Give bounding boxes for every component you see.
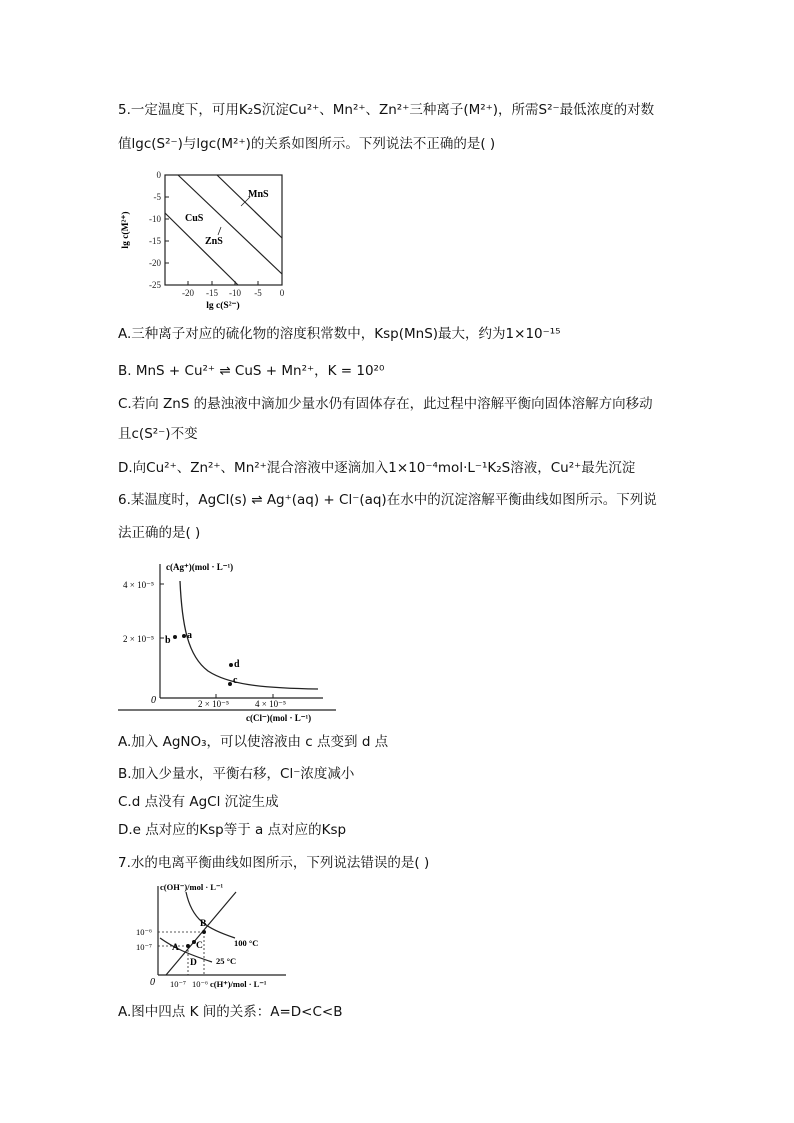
q5-option-a: A.三种离子对应的硫化物的溶度积常数中，Ksp(MnS)最大，约为1×10⁻¹⁵	[118, 326, 561, 342]
q7-label-d: D	[190, 958, 197, 968]
q5-ytick: -20	[149, 258, 161, 268]
q6-point-b	[173, 635, 177, 639]
q7-label-a: A	[172, 943, 179, 953]
q7-ytick-lo: 10⁻⁷	[136, 942, 152, 952]
mns-line	[217, 175, 282, 238]
q6-chart	[118, 556, 338, 726]
q6-label-c: c	[233, 675, 238, 686]
q6-label-b: b	[165, 635, 171, 646]
q6-ytick-mid: 2 × 10⁻⁵	[123, 634, 154, 644]
q5-xtick: -10	[229, 288, 241, 298]
q7-option-a: A.图中四点 K 间的关系：A=D<C<B	[118, 1004, 343, 1020]
q6-solubility-curve	[180, 581, 318, 689]
q6-label-d: d	[234, 659, 240, 670]
q5-stem-line1: 5.一定温度下，可用K₂S沉淀Cu²⁺、Mn²⁺、Zn²⁺三种离子(M²⁺)，所需S²⁻最低浓度的对数	[118, 102, 655, 118]
q5-option-c-line2: 且c(S²⁻)不变	[118, 426, 198, 442]
q7-origin: 0	[150, 977, 155, 988]
q6-option-a: A.加入 AgNO₃，可以使溶液由 c 点变到 d 点	[118, 734, 389, 750]
q6-point-c	[228, 682, 232, 686]
q6-ylabel: c(Ag⁺)(mol · L⁻¹)	[166, 562, 234, 572]
q7-point-a	[186, 944, 190, 948]
q7-xtick-hi: 10⁻⁶	[192, 979, 208, 989]
q6-xlabel: c(Cl⁻)(mol · L⁻¹)	[246, 713, 312, 723]
q7-label-25c: 25 °C	[216, 956, 237, 966]
q6-label-a: a	[187, 630, 192, 641]
q7-chart	[130, 880, 290, 995]
q5-ytick: -25	[149, 280, 161, 290]
q7-point-b	[202, 930, 206, 934]
q5-xtick: -20	[182, 288, 194, 298]
q7-ytick-hi: 10⁻⁶	[136, 927, 152, 937]
q5-ylabel: lg c(M²⁺)	[121, 211, 131, 249]
q7-ylabel: c(OH⁻)/mol · L⁻¹	[160, 882, 223, 892]
q6-xtick-right: 4 × 10⁻⁵	[255, 699, 286, 709]
q5-stem-line2: 值lgc(S²⁻)与lgc(M²⁺)的关系如图所示。下列说法不正确的是( )	[118, 136, 496, 152]
q6-xtick-mid: 2 × 10⁻⁵	[198, 699, 229, 709]
q5-ytick: -15	[149, 236, 161, 246]
q5-ytick: -10	[149, 214, 161, 224]
q5-ytick: -5	[153, 192, 161, 202]
q5-option-d: D.向Cu²⁺、Zn²⁺、Mn²⁺混合溶液中逐滴加入1×10⁻⁴mol·L⁻¹K₂S溶液，Cu²⁺最先沉淀	[118, 460, 636, 476]
q6-option-d: D.e 点对应的Ksp等于 a 点对应的Ksp	[118, 822, 347, 838]
q7-xlabel: c(H⁺)/mol · L⁻¹	[210, 979, 267, 989]
q7-label-c: C	[196, 941, 203, 951]
q6-origin: 0	[151, 695, 156, 706]
q5-xtick: 0	[279, 288, 285, 298]
q7-curve-100c	[186, 892, 235, 938]
q7-label-b: B	[200, 919, 207, 929]
q6-stem-line1: 6.某温度时，AgCl(s) ⇌ Ag⁺(aq) + Cl⁻(aq)在水中的沉淀溶解平衡曲线如图所示。下列说	[118, 492, 657, 508]
q5-xlabel: lg c(S²⁻)	[206, 301, 240, 311]
q7-label-100c: 100 °C	[234, 938, 259, 948]
q5-option-b: B. MnS + Cu²⁺ ⇌ CuS + Mn²⁺，K = 10²⁰	[118, 363, 385, 379]
q7-xtick-lo: 10⁻⁷	[170, 979, 186, 989]
q5-xtick: -5	[254, 288, 262, 298]
q6-ytick-top: 4 × 10⁻⁵	[123, 580, 154, 590]
zns-label: ZnS	[205, 236, 223, 247]
q5-xtick: -15	[206, 288, 218, 298]
mns-label: MnS	[248, 189, 269, 200]
q6-point-d	[229, 663, 233, 667]
q5-chart	[118, 165, 293, 315]
q6-stem-line2: 法正确的是( )	[118, 525, 201, 541]
q6-option-c: C.d 点没有 AgCl 沉淀生成	[118, 794, 279, 810]
q5-ytick: 0	[156, 170, 161, 180]
q6-point-a	[182, 634, 186, 638]
q6-option-b: B.加入少量水，平衡右移，Cl⁻浓度减小	[118, 766, 355, 782]
q7-stem: 7.水的电离平衡曲线如图所示，下列说法错误的是( )	[118, 855, 430, 871]
cus-label: CuS	[185, 213, 204, 224]
q5-option-c-line1: C.若向 ZnS 的悬浊液中滴加少量水仍有固体存在，此过程中溶解平衡向固体溶解方向移动	[118, 396, 653, 412]
